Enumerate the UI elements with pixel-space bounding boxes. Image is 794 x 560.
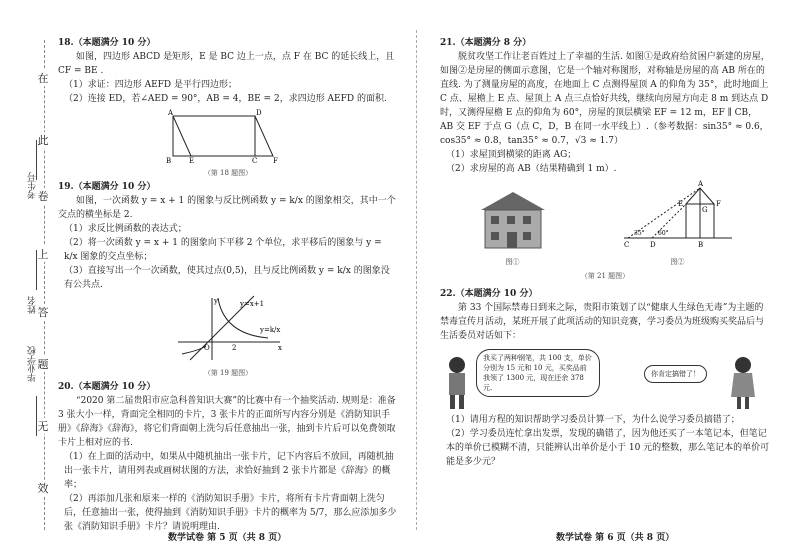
figure-label: D: [649, 241, 656, 249]
boy-student-icon: [444, 355, 470, 409]
seal-char: 无: [37, 420, 49, 433]
figure-label: A: [168, 109, 174, 117]
dialogue-illustration: [440, 343, 770, 413]
figure-label: D: [256, 109, 262, 117]
question-21-part1: （1）求屋顶到横梁的距离 AG；: [446, 150, 577, 160]
question-19-part1: （1）求反比例函数的表达式；: [64, 224, 187, 234]
question-20-header: 20.（本题满分 10 分）: [58, 382, 156, 392]
question-18-stem: 如图，四边形 ABCD 是矩形，E 是 BC 边上一点，点 F 在 BC 的延长线上，且 CF = BE .: [58, 52, 395, 76]
figure-label: F: [273, 157, 278, 164]
seal-char: 卷: [37, 190, 49, 203]
figure-21: [440, 180, 770, 269]
speech-bubble-life-leader: 你肯定搞错了！: [644, 365, 707, 383]
figure-label: G: [701, 206, 708, 214]
field-label-exam-number: 考生号: [28, 172, 38, 199]
field-line: [36, 396, 37, 436]
question-18-part2: （2）连接 ED，若∠AED = 90°，AB = 4，BE = 2，求四边形 AEFD 的面积.: [64, 94, 387, 104]
figure-21-diagram: [618, 180, 738, 269]
figure-21-photo: [473, 188, 553, 269]
figure-label: C: [252, 157, 258, 164]
seal-char: 题: [37, 358, 49, 371]
question-21-stem: 脱贫攻坚工作让老百姓过上了幸福的生活. 如图①是政府给贫困户新建的房屋，如图②是房屋的侧面示意图，它是一个轴对称图形，对称轴是房屋的高 AB 所在的直线. 为了测量房屋的高度，在地面上 C 点测得屋顶 A 的仰角为 35°，此时地面上 C 点、屋檐上 E 点、屋顶上 A 点三点恰好共线，继续向房屋方向走 8 m 到达点 D 时，又测得屋檐 E 点的仰角为 60°，房屋的顶层横梁 EF = 12 m，EF ∥ CB，AB 交 EF 于点 G（点 C，D，B 在同一水平线上）.（参考数据：sin35° ≈ 0.6，cos35° ≈ 0.8，tan35° ≈ 0.7，√3 ≈ 1.7）: [440, 52, 770, 146]
binding-margin: [0, 0, 49, 560]
seal-char: 上: [37, 248, 49, 261]
binding-dash-line: [44, 40, 45, 530]
question-22-part1: （1）请用方程的知识帮助学习委员计算一下，为什么说学习委员搞错了；: [446, 415, 740, 425]
figure-label: y=k/x: [260, 326, 281, 334]
figure-label: F: [715, 200, 721, 208]
field-line: [36, 250, 37, 290]
angle-label: 35°: [633, 230, 645, 237]
question-19-header: 19.（本题满分 10 分）: [58, 182, 156, 192]
figure-label: C: [623, 241, 629, 249]
question-20-stem: “2020 第二届贵阳市应急科普知识大赛”的比赛中有一个抽奖活动. 规则是：准备 3 张大小一样，背面完全相同的卡片，3 张卡片的正面所写内容分别是《消防知识手册》《辞海》《辞海》，将它们背面朝上洗匀后任意抽出一张，抽到卡片后可以免费领取卡片上相对应的书.: [58, 396, 396, 448]
right-page: [440, 36, 770, 469]
figure-18-caption: （第 18 题图）: [203, 169, 253, 177]
right-page-footer: 数学试卷 第 6 页（共 8 页）: [556, 533, 675, 543]
question-18-part1: （1）求证：四边形 AEFD 是平行四边形；: [64, 80, 237, 90]
angle-label: 60°: [657, 230, 669, 237]
question-19-part3: （3）直接写出一个一次函数，使其过点(0,5)，且与反比例函数 y = k/x 的图象没有公共点.: [64, 266, 390, 290]
question-19-part2: （2）将一次函数 y = x + 1 的图象向下平移 2 个单位，求平移后的图象与 y = k/x 图象的交点坐标；: [64, 238, 382, 262]
figure-label: B: [697, 241, 703, 249]
figure-label: E: [189, 157, 195, 164]
question-20-part1: （1）在上面的活动中，如果从中随机抽出一张卡片，记下内容后不放回，再随机抽出一张卡片，请用列表或画树状图的方法，求恰好抽到 2 张卡片都是《辞海》的概率；: [64, 452, 394, 490]
question-21-part2: （2）求房屋的高 AB（结果精确到 1 m）.: [446, 164, 617, 174]
figure-19-caption: （第 19 题图）: [203, 369, 253, 377]
figure-21-diagram-label: 图②: [670, 258, 685, 266]
house-side-diagram: [618, 180, 738, 250]
question-22-stem: 第 33 个国际禁毒日到来之际，贵阳市策划了以“健康人生绿色无毒”为主题的禁毒宣传月活动，某班开展了此项活动的知识竞赛，学习委员为班级购买奖品后与生活委员对话如下：: [440, 303, 765, 341]
seal-char: 在: [37, 72, 49, 85]
figure-label: x: [278, 344, 282, 352]
figure-19-function-graph: [168, 294, 288, 364]
speech-bubble-study-leader: 我买了两种钢笔，共 100 支，单价分别为 15 元和 10 元，买奖品前我领了 1300 元，现在还余 378 元.: [476, 349, 600, 397]
figure-21-caption: （第 21 题图）: [580, 272, 630, 280]
figure-18-rectangle: [163, 108, 293, 164]
field-line: [36, 140, 37, 180]
question-18-header: 18.（本题满分 10 分）: [58, 38, 156, 48]
figure-label: O: [204, 344, 210, 352]
figure-21-photo-label: 图①: [505, 258, 520, 266]
question-22-header: 22.（本题满分 10 分）: [440, 289, 538, 299]
figure-label: y: [214, 297, 218, 305]
seal-char: 效: [37, 482, 49, 495]
figure-label: A: [697, 180, 703, 188]
question-20-part2: （2）再添加几张和原来一样的《消防知识手册》卡片，将所有卡片背面朝上洗匀后，任意抽出一张，使得抽到《消防知识手册》卡片的概率为 5/7，那么应添加多少张《消防知识手册》卡片？请说明理由.: [64, 494, 397, 532]
seal-char: 答: [37, 306, 49, 319]
field-label-school: 毕业学校: [28, 346, 38, 382]
figure-label: E: [677, 200, 683, 208]
left-page: [58, 36, 398, 534]
question-19-stem: 如图，一次函数 y = x + 1 的图象与反比例函数 y = k/x 的图象相交，其中一个交点的横坐标是 2.: [58, 196, 396, 220]
figure-label: y=x+1: [240, 300, 265, 308]
question-22-part2: （2）学习委员连忙拿出发票，发现的确错了，因为他还买了一本笔记本，但笔记本的单价已模糊不清，只能辨认出单价是小于 10 元的整数，那么笔记本的单价可能是多少元？: [446, 429, 770, 467]
seal-char: 此: [37, 134, 49, 147]
figure-label: B: [166, 157, 172, 164]
page-divider: [416, 30, 417, 530]
girl-student-icon: [730, 355, 756, 409]
figure-label: 2: [232, 344, 237, 352]
left-page-footer: 数学试卷 第 5 页（共 8 页）: [168, 533, 287, 543]
field-label-name: 姓名: [28, 296, 38, 314]
question-21-header: 21.（本题满分 8 分）: [440, 38, 532, 48]
house-photo-icon: [473, 188, 553, 250]
